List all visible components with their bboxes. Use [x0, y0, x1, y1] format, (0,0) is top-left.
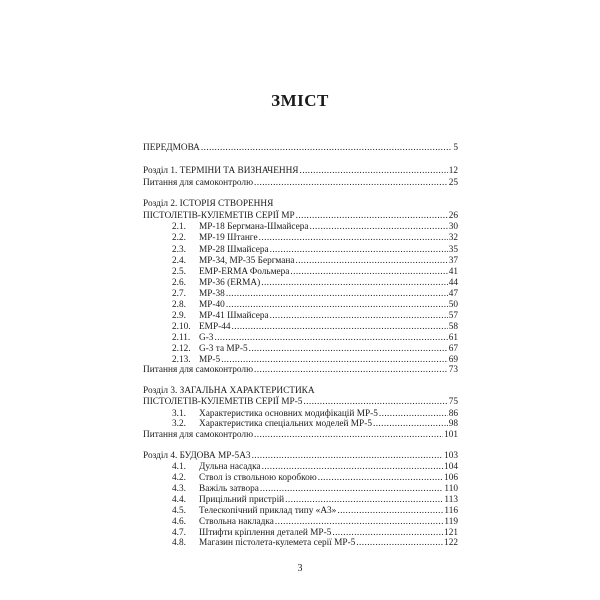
toc-entry-title: Телескопічний приклад типу «А3» — [199, 506, 337, 516]
toc-entry-title: ПІСТОЛЕТІВ-КУЛЕМЕТІВ СЕРІЇ МР-5 — [143, 397, 303, 407]
dot-leader — [260, 484, 443, 495]
toc-entry — [0, 333, 600, 344]
toc-entry-title: МР-40 — [199, 300, 225, 310]
dot-leader — [261, 278, 447, 289]
dot-leader — [337, 506, 443, 517]
toc-entry-title: Ствольна накладка — [199, 517, 274, 527]
page-title: ЗМІСТ — [271, 91, 329, 110]
toc-entry-page: 12 — [448, 166, 458, 176]
toc-entry-title: Розділ 4. БУДОВА МР-5А3 — [143, 451, 251, 461]
toc-entry — [0, 344, 600, 355]
toc-entry-page: 122 — [444, 538, 458, 548]
toc-entry — [0, 451, 600, 462]
toc-entry-number: 2.5. — [172, 267, 186, 277]
toc-entry-number: 2.12. — [172, 344, 191, 354]
toc-entry-number: 2.3. — [172, 245, 186, 255]
toc-entry-page: 25 — [448, 178, 458, 188]
toc-entry-page: 86 — [448, 409, 458, 419]
toc-entry-page: 116 — [444, 506, 458, 516]
toc-entry-page: 103 — [444, 451, 458, 461]
toc-entry-page: 37 — [448, 256, 458, 266]
dot-leader — [252, 451, 443, 462]
toc-entry — [0, 178, 600, 189]
toc-entry-title: Розділ 2. ІСТОРІЯ СТВОРЕННЯ — [143, 199, 274, 209]
toc-entry-title: МР-28 Шмайсера — [199, 245, 269, 255]
dot-leader — [275, 517, 443, 528]
dot-leader — [249, 344, 448, 355]
toc-entry-title: Важіль затвора — [199, 484, 259, 494]
toc-entry-page: 41 — [448, 267, 458, 277]
toc-entry — [0, 473, 600, 484]
toc-entry-number: 4.6. — [172, 517, 186, 527]
toc-entry — [0, 289, 600, 300]
toc-entry-number: 2.2. — [172, 233, 186, 243]
toc-entry-page: 61 — [448, 333, 458, 343]
toc-entry-page: 113 — [444, 495, 458, 505]
dot-leader — [259, 233, 448, 244]
dot-leader — [285, 495, 443, 506]
toc-entry-page: 98 — [448, 419, 458, 429]
toc-entry-page: 73 — [448, 365, 458, 375]
toc-entry-number: 3.1. — [172, 409, 186, 419]
toc-entry — [0, 430, 600, 441]
toc-entry-number: 4.5. — [172, 506, 186, 516]
toc-entry-number: 3.2. — [172, 419, 186, 429]
toc-entry-number: 2.13. — [172, 355, 191, 365]
dot-leader — [254, 178, 448, 189]
toc-entry-number: 2.4. — [172, 256, 186, 266]
dot-leader — [232, 322, 448, 333]
toc-entry-page: 121 — [444, 528, 458, 538]
toc-entry-title: Розділ 3. ЗАГАЛЬНА ХАРАКТЕРИСТИКА — [143, 386, 315, 396]
toc-entry-page: 101 — [444, 430, 458, 440]
dot-leader — [270, 311, 448, 322]
toc-entry-number: 2.10. — [172, 322, 191, 332]
toc-entry — [0, 199, 600, 210]
toc-entry-title: МР-5 — [199, 355, 221, 365]
toc-entry-title: ПІСТОЛЕТІВ-КУЛЕМЕТІВ СЕРІЇ МР — [143, 211, 295, 221]
toc-entry-title: Прицільний пристрій — [199, 495, 285, 505]
toc-entry-page: 5 — [453, 143, 458, 153]
toc-entry-title: EMP-44 — [199, 322, 231, 332]
toc-entry-title: Характеристика спеціальних моделей МР-5 — [199, 419, 372, 429]
toc-entry — [0, 517, 600, 528]
toc-entry-title: G-3 — [199, 333, 214, 343]
toc-entry — [0, 245, 600, 256]
toc-entry-title: Питання для самоконтролю — [143, 178, 254, 188]
toc-entry-title: Розділ 1. ТЕРМІНИ ТА ВИЗНАЧЕННЯ — [143, 166, 299, 176]
toc-entry-title: ПЕРЕДМОВА — [143, 143, 200, 153]
toc-entry-page: 119 — [444, 517, 458, 527]
toc-entry — [0, 256, 600, 267]
toc-entry-title: EMP-ERMA Фольмера — [199, 267, 290, 277]
dot-leader — [300, 166, 448, 177]
dot-leader — [226, 289, 448, 300]
toc-entry-page: 110 — [444, 484, 458, 494]
toc-entry-title: Питання для самоконтролю — [143, 430, 254, 440]
toc-entry — [0, 538, 600, 549]
toc-entry-number: 4.8. — [172, 538, 186, 548]
page-number: 3 — [297, 563, 303, 574]
toc-entry-title: Характеристика основних модифікацій МР-5 — [199, 409, 378, 419]
toc-entry-title: МР-41 Шмайсера — [199, 311, 269, 321]
toc-entry — [0, 311, 600, 322]
toc-entry — [0, 386, 600, 397]
dot-leader — [310, 222, 448, 233]
toc-entry — [0, 365, 600, 376]
toc-entry — [0, 462, 600, 473]
toc-entry — [0, 278, 600, 289]
dot-leader — [295, 256, 447, 267]
toc-entry-page: 30 — [448, 222, 458, 232]
toc-entry-number: 4.7. — [172, 528, 186, 538]
dot-leader — [226, 300, 448, 311]
dot-leader — [318, 473, 443, 484]
toc-entry — [0, 506, 600, 517]
toc-entry-title: Магазин пістолета-кулемета серії МР-5 — [199, 538, 356, 548]
toc-entry-number: 2.11. — [172, 333, 191, 343]
toc-entry — [0, 495, 600, 506]
dot-leader — [214, 333, 447, 344]
toc-entry-page: 57 — [448, 311, 458, 321]
toc-entry-number: 4.2. — [172, 473, 186, 483]
toc-entry — [0, 222, 600, 233]
dot-leader — [296, 211, 448, 222]
toc-entry-number: 4.3. — [172, 484, 186, 494]
dot-leader — [254, 365, 448, 376]
dot-leader — [303, 397, 447, 408]
toc-entry-title: Штифти кріплення деталей МР-5 — [199, 528, 332, 538]
toc-entry-number: 2.9. — [172, 311, 186, 321]
toc-entry-title: МР-36 (ERMA) — [199, 278, 261, 288]
toc-entry — [0, 233, 600, 244]
toc-entry — [0, 211, 600, 222]
toc-entry-page: 58 — [448, 322, 458, 332]
toc-entry — [0, 419, 600, 430]
toc-entry — [0, 397, 600, 408]
toc-entry-page: 26 — [448, 211, 458, 221]
toc-entry-number: 4.4. — [172, 495, 186, 505]
toc-entry — [0, 166, 600, 177]
dot-leader — [290, 267, 447, 278]
toc-entry-title: G-3 та МР-5 — [199, 344, 248, 354]
dot-leader — [262, 462, 443, 473]
toc-entry — [0, 300, 600, 311]
dot-leader — [373, 419, 448, 430]
dot-leader — [254, 430, 443, 441]
toc-entry — [0, 484, 600, 495]
toc-entry — [0, 143, 600, 154]
toc-entry-title: МР-38 — [199, 289, 225, 299]
toc-entry-page: 32 — [448, 233, 458, 243]
toc-entry-number: 4.1. — [172, 462, 186, 472]
toc-entry-number: 2.7. — [172, 289, 186, 299]
toc-entry-title: МР-19 Штанге — [199, 233, 258, 243]
toc-entry-number: 2.6. — [172, 278, 186, 288]
toc-entry-title: Дульна насадка — [199, 462, 261, 472]
toc-entry-page: 67 — [448, 344, 458, 354]
toc-entry — [0, 267, 600, 278]
toc-entry-page: 44 — [448, 278, 458, 288]
toc-entry-page: 75 — [448, 397, 458, 407]
toc-entry-number: 2.8. — [172, 300, 186, 310]
toc-entry-number: 2.1. — [172, 222, 186, 232]
dot-leader — [270, 245, 448, 256]
toc-entry-title: МР-34, МР-35 Бергмана — [199, 256, 295, 266]
toc-entry-title: Ствол із ствольною коробкою — [199, 473, 317, 483]
dot-leader — [201, 143, 452, 154]
toc-entry-page: 50 — [448, 300, 458, 310]
toc-entry-page: 106 — [444, 473, 458, 483]
dot-leader — [356, 538, 443, 549]
toc-entry-page: 47 — [448, 289, 458, 299]
toc-entry-page: 35 — [448, 245, 458, 255]
toc-entry-page: 104 — [444, 462, 458, 472]
toc-entry-title: МР-18 Бергмана-Шмайсера — [199, 222, 309, 232]
toc-entry-title: Питання для самоконтролю — [143, 365, 254, 375]
toc-entry — [0, 322, 600, 333]
toc-entry-page: 69 — [448, 355, 458, 365]
